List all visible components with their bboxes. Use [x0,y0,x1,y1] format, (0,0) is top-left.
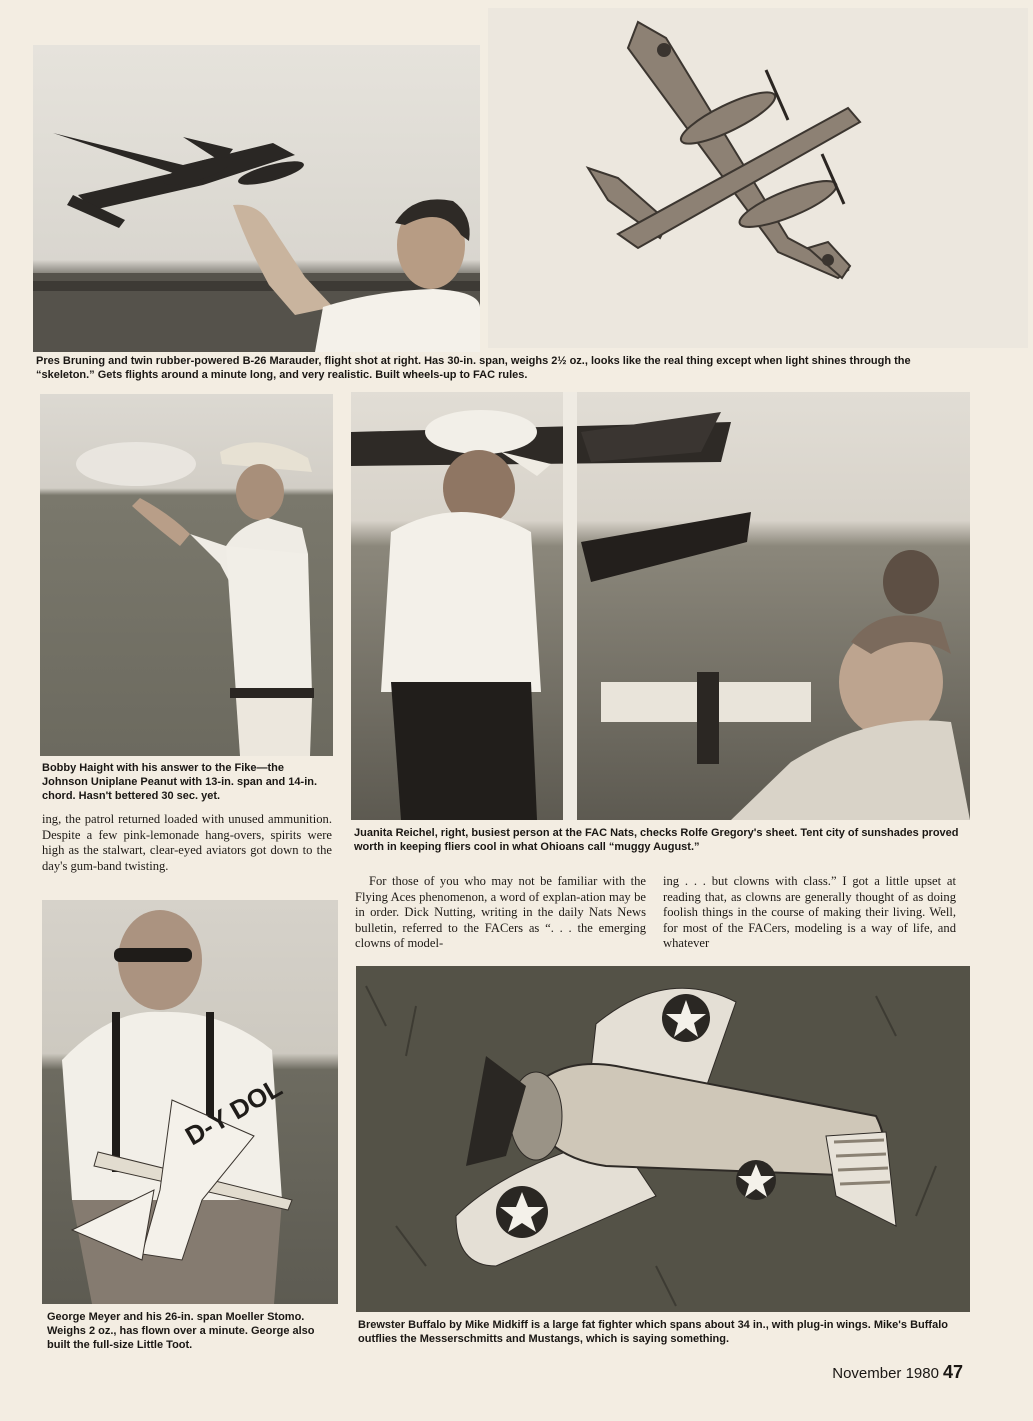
tent-city-illustration [351,392,970,820]
issue-date: November 1980 [832,1365,939,1382]
photo-tent-city [351,392,970,820]
haight-illustration [40,394,333,756]
meyer-illustration [42,900,338,1304]
article-column-2 [355,874,646,952]
photo-meyer-stomo [42,900,338,1304]
article-paragraph: ing . . . but clowns with class.” I got a little upset at reading that, as clowns are generally thought of as doing foolish things in the course of making their living. Well, for most of the FACers, modeling is a way of life, and whatever [663,874,956,951]
photo-b26-flight [488,8,1028,348]
article-column-3 [663,874,956,952]
page-number: 47 [942,1362,963,1382]
caption-tent: Juanita Reichel, right, busiest person at the FAC Nats, checks Rolfe Gregory's sheet. Tent city of sunshades proved worth in keeping fliers cool in what Ohioans call “muggy August.” [354,827,959,853]
caption-b26: Pres Bruning and twin rubber-powered B-26 Marauder, flight shot at right. Has 30-in. span, weighs 2½ oz., looks like the real thing except when light shines through the “skeleton.” Gets flights around a minute long, and very realistic. Built wheels-up to FAC rules. [36,355,911,381]
caption-meyer: George Meyer and his 26-in. span Moeller Stomo. Weighs 2 oz., has flown over a minute. George also built the full-size Little Toot. [47,1311,315,1351]
buffalo-illustration [356,966,970,1312]
caption-haight: Bobby Haight with his answer to the Fike—the Johnson Uniplane Peanut with 13-in. span and 14-in. chord. Hasn't bettered 30 sec. yet. [42,762,318,802]
stomo-registration-text: D-Y DOL [180,1072,288,1152]
photo-brewster-buffalo [356,966,970,1312]
b26-flight-illustration [488,8,1028,348]
photo-haight-peanut [40,394,333,756]
article-paragraph: For those of you who may not be familiar with the Flying Aces phenomenon, a word of explan-ation may be in order. Dick Nutting, writing in the daily Nats News bulletin, referred to the FACers as “. . . the emerging clowns of model- [355,874,646,951]
page-folio [832,1362,963,1383]
article-paragraph: ing, the patrol returned loaded with unused ammunition. Despite a few pink-lemonade hang-overs, spirits were high as the stalwart, clear-eyed aviators got down to the day's gum-band twisting. [42,812,332,873]
caption-buffalo: Brewster Buffalo by Mike Midkiff is a large fat fighter which spans about 34 in., with plug-in wings. Mike's Buffalo outflies the Messerschmitts and Mustangs, which is saying something. [358,1319,948,1345]
photo-b26-handheld [33,45,480,352]
b26-handheld-illustration [33,45,480,352]
article-column-1 [42,812,332,874]
